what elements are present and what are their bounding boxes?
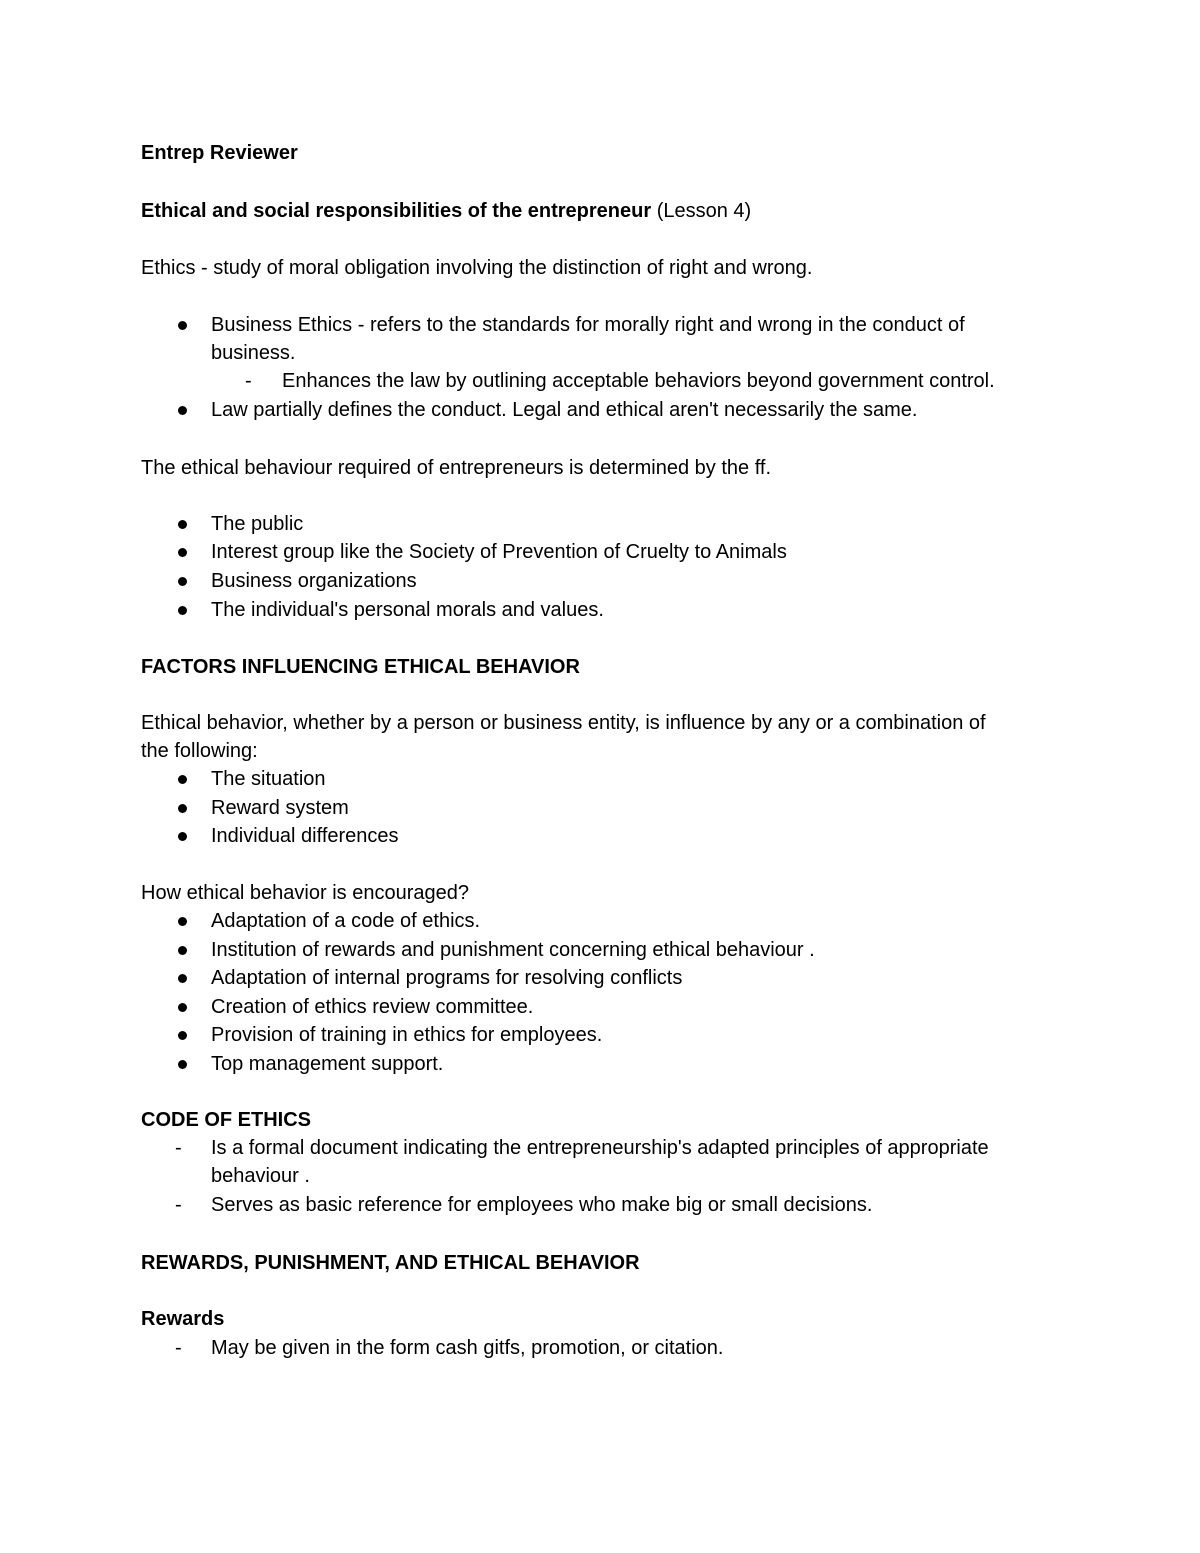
determined-item: Business organizations bbox=[211, 570, 417, 592]
bullet-icon bbox=[178, 832, 187, 841]
bullet-icon bbox=[178, 406, 187, 415]
determined-item: The public bbox=[211, 513, 304, 535]
lesson-heading-bold: Ethical and social responsibilities of the entrepreneur bbox=[141, 200, 652, 222]
code-item: Serves as basic reference for employees who make big or small decisions. bbox=[211, 1194, 873, 1216]
dash-marker: - bbox=[175, 1337, 182, 1359]
dash-marker: - bbox=[175, 1137, 182, 1159]
encouraged-intro: How ethical behavior is encouraged? bbox=[141, 882, 469, 904]
business-ethics-line2: business. bbox=[211, 342, 296, 364]
factors-item: The situation bbox=[211, 768, 326, 790]
bullet-icon bbox=[178, 974, 187, 983]
encouraged-item: Creation of ethics review committee. bbox=[211, 996, 534, 1018]
bullet-icon bbox=[178, 520, 187, 529]
bullet-icon bbox=[178, 1031, 187, 1040]
ethics-definition: Ethics - study of moral obligation involving the distinction of right and wrong. bbox=[141, 257, 813, 279]
factors-intro-line2: the following: bbox=[141, 740, 258, 762]
rewards-item: May be given in the form cash gitfs, promotion, or citation. bbox=[211, 1337, 724, 1359]
bullet-icon bbox=[178, 577, 187, 586]
lesson-heading bbox=[141, 197, 751, 226]
document-title: Entrep Reviewer bbox=[141, 142, 298, 164]
encouraged-item: Institution of rewards and punishment concerning ethical behaviour . bbox=[211, 939, 815, 961]
law-conduct-item: Law partially defines the conduct. Legal and ethical aren't necessarily the same. bbox=[211, 399, 918, 421]
bullet-icon bbox=[178, 1060, 187, 1069]
factors-heading: FACTORS INFLUENCING ETHICAL BEHAVIOR bbox=[141, 656, 580, 678]
determined-intro: The ethical behaviour required of entrepreneurs is determined by the ff. bbox=[141, 457, 771, 479]
code-item-line2: behaviour . bbox=[211, 1165, 310, 1187]
encouraged-item: Adaptation of a code of ethics. bbox=[211, 910, 481, 932]
determined-item: Interest group like the Society of Prevention of Cruelty to Animals bbox=[211, 541, 787, 563]
bullet-icon bbox=[178, 804, 187, 813]
factors-item: Individual differences bbox=[211, 825, 399, 847]
bullet-icon bbox=[178, 321, 187, 330]
rewards-subheading: Rewards bbox=[141, 1308, 225, 1330]
factors-intro-line1: Ethical behavior, whether by a person or business entity, is influence by any or a combination of bbox=[141, 712, 986, 734]
bullet-icon bbox=[178, 606, 187, 615]
rewards-section-heading: REWARDS, PUNISHMENT, AND ETHICAL BEHAVIOR bbox=[141, 1252, 640, 1274]
encouraged-item: Top management support. bbox=[211, 1053, 444, 1075]
dash-marker: - bbox=[245, 370, 252, 392]
determined-item: The individual's personal morals and values. bbox=[211, 599, 604, 621]
bullet-icon bbox=[178, 775, 187, 784]
bullet-icon bbox=[178, 548, 187, 557]
bullet-icon bbox=[178, 917, 187, 926]
encouraged-item: Provision of training in ethics for employees. bbox=[211, 1024, 603, 1046]
factors-item: Reward system bbox=[211, 797, 349, 819]
enhances-law-item: Enhances the law by outlining acceptable behaviors beyond government control. bbox=[282, 370, 995, 392]
bullet-icon bbox=[178, 1003, 187, 1012]
lesson-heading-suffix: (Lesson 4) bbox=[651, 200, 752, 222]
business-ethics-line1: Business Ethics - refers to the standards for morally right and wrong in the conduct of bbox=[211, 314, 965, 336]
bullet-icon bbox=[178, 946, 187, 955]
encouraged-item: Adaptation of internal programs for resolving conflicts bbox=[211, 967, 683, 989]
code-item-line1: Is a formal document indicating the entrepreneurship's adapted principles of appropriate bbox=[211, 1137, 989, 1159]
dash-marker: - bbox=[175, 1194, 182, 1216]
code-of-ethics-heading: CODE OF ETHICS bbox=[141, 1109, 312, 1131]
